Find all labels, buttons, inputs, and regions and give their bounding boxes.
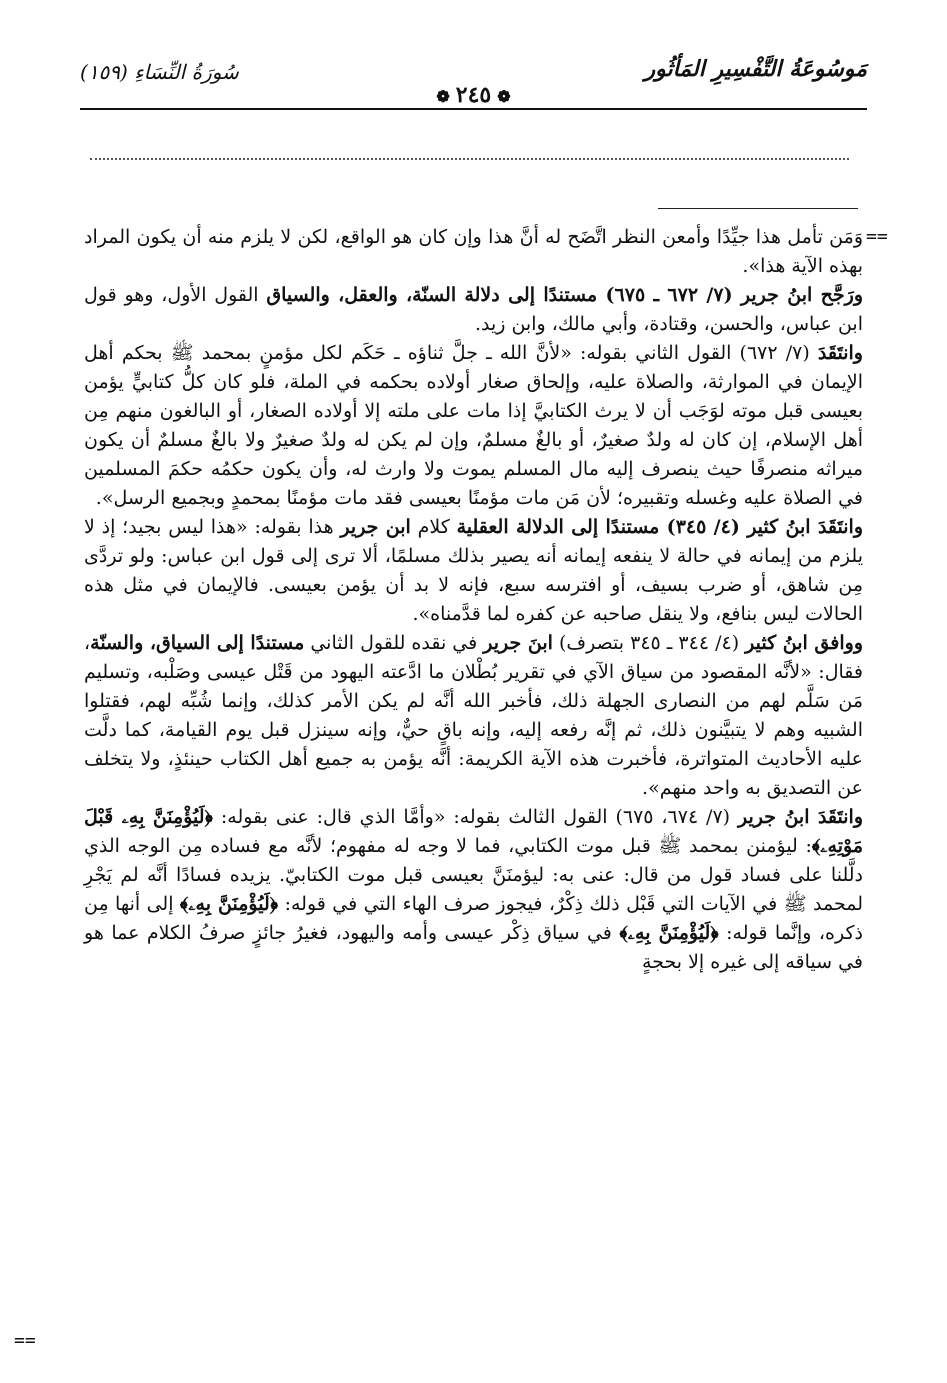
bold-phrase: وانتَقَدَ ابنُ كثير (٤/ ٣٤٥) مستندًا إلى الدلالة العقلية — [456, 516, 864, 538]
text-run: هذا بقوله: «هذا ليس بجيد؛ إذ لا يلزم من إيمانه في حالة لا ينفعه إيمانه أنه يصير بذلك مسلمًا، ألا ترى إلى قول ابن عباس: ولو تردَّى مِن شاهق، أو ضرب بسيف، أو افترسه سبع، فإنه لا بد أن يؤمن بعيسى. فالإيمان في مثل هذه الحالات ليس بنافع، ولا ينقل صاحبه عن كفره لما قدَّمناه». — [84, 516, 863, 625]
page-number-group — [430, 82, 516, 108]
ornament-icon: ❁ — [497, 87, 511, 106]
paragraph — [84, 223, 863, 281]
series-title: مَوسُوعَةُ التَّفْسِيرِ المَأثُور — [644, 56, 867, 82]
text-run: في سياق ذِكْر عيسى وأمه واليهود، فغيرُ جائزٍ صرفُ الكلام عما هو في سياقه إلى غيره إلا بحجةٍ — [84, 922, 863, 973]
footnote-body — [84, 223, 863, 977]
bold-phrase: وانتَقَدَ — [817, 342, 863, 364]
bold-phrase: وانتَقَدَ ابنُ جرير — [737, 806, 864, 828]
paragraph — [84, 629, 863, 803]
page-number: ٢٤٥ — [455, 82, 492, 108]
ornament-icon: ❁ — [436, 87, 450, 106]
bold-phrase: ابنَ جرير — [483, 632, 553, 654]
running-header — [80, 56, 867, 110]
continuation-mark-start: == — [866, 226, 888, 247]
text-run: كلام — [410, 516, 457, 538]
text-run: (٧/ ٦٧٤، ٦٧٥) القول الثالث بقوله: «وأمَّا الذي قال: عنى بقوله: — [212, 806, 738, 828]
bold-phrase: مستندًا إلى السياق، والسنّة — [90, 632, 305, 654]
surah-reference: سُورَةُ النِّسَاءِ (١٥٩) — [80, 60, 239, 84]
dotted-separator — [90, 158, 849, 160]
bold-phrase: ورَجَّح ابنُ جرير (٧/ ٦٧٢ ـ ٦٧٥) مستندًا إلى دلالة السنّة، والعقل، والسياق — [266, 284, 863, 306]
text-run: وَمَن تأمل هذا جيِّدًا وأمعن النظر اتَّضَح له أنَّ هذا وإن كان هو الواقع، لكن لا يلزم منه أن يكون المراد بهذه الآية هذا». — [84, 226, 863, 277]
bold-phrase: ووافق ابنُ كثير — [745, 632, 863, 654]
bold-phrase: ﴿لَيُؤْمِنَنَّ بِهِۦ﴾ — [619, 922, 719, 944]
footnote-separator — [658, 208, 858, 209]
text-run: (٤/ ٣٤٤ ـ ٣٤٥ بتصرف) — [552, 632, 746, 654]
paragraph — [84, 339, 863, 513]
continuation-mark-end: == — [14, 1330, 36, 1351]
bold-phrase: ﴿لَيُؤْمِنَنَّ بِهِۦ قَبْلَ مَوْتِهِۦ﴾ — [84, 806, 863, 857]
paragraph — [84, 803, 863, 977]
text-run: ، فقال: «لأنَّه المقصود من سياق الآي في تقرير بُطْلان ما ادَّعته اليهود من قَتْل عيسى وصَلْبه، وتسليم مَن سَلَّم لهم من النصارى الجهلة ذلك، فأخبر الله أنَّه لم يكن الأمر كذلك، وإنما شُبِّه لهم، فقتلوا الشبيه وهم لا يتبيَّنون ذلك، ثم إنَّه رفعه إليه، وإنه باقٍ حيٌّ، وإنه سينزل قبل يوم القيامة، كما دلَّت عليه الأحاديث المتواترة، فأخبرت هذه الآية الكريمة: أنَّه يؤمن به جميع أهل الكتاب حينئذٍ، ولا يتخلف عن التصديق به واحد منهم». — [84, 632, 863, 799]
paragraph — [84, 281, 863, 339]
bold-phrase: ابن جرير — [340, 516, 411, 538]
bold-phrase: ﴿لَيُؤْمِنَنَّ بِهِۦ﴾ — [179, 893, 279, 915]
text-run: القول الأول، وهو قول ابن عباس، والحسن، وقتادة، وأبي مالك، وابن زيد. — [84, 284, 863, 335]
text-run: إلى أنها مِن ذكره، وإنَّما قوله: — [84, 893, 863, 944]
text-run: (٧/ ٦٧٢) القول الثاني بقوله: «لأنَّ الله ـ جلَّ ثناؤه ـ حَكَم لكل مؤمنٍ بمحمد ﷺ بحكم أهل الإيمان في الموارثة، والصلاة عليه، وإلحاق صغار أولاده بحكمه في الملة، فلو كان كلُّ كتابيٍّ يؤمن بعيسى قبل موته لوَجَب أن لا يرث الكتابيَّ إذا مات على ملته إلا أولاده الصغار، أو البالغون منهم مِن أهل الإسلام، إن كان له ولدٌ صغيرٌ، أو بالغٌ مسلمٌ، وإن لم يكن له ولدٌ صغيرٌ ولا بالغٌ مسلمٌ أن يكون ميراثه منصرفًا حيث ينصرف إليه مال المسلم يموت ولا وارث له، وأن يكون حكمُه حكمَ المسلمين في الصلاة عليه وغسله وتقبيره؛ لأن مَن مات مؤمنًا بعيسى فقد مات مؤمنًا بمحمدٍ وبجميع الرسل». — [84, 342, 863, 509]
header-rule — [80, 108, 867, 110]
paragraph — [84, 513, 863, 629]
text-run: في نقده للقول الثاني — [304, 632, 484, 654]
text-run: : ليؤمنن بمحمد ﷺ قبل موت الكتابي، فما لا وجه له مفهوم؛ لأنَّه مع فساده مِن الوجه الذي دلَّلنا على فساد قول من قال: عنى به: ليؤمنَنَّ بعيسى قبل موت الكتابيّ. يزيده فسادًا أنَّه لم يَجْرِ لمحمد ﷺ في الآيات التي قَبْل ذلك ذِكْرٌ، فيجوز صرف الهاء التي في قوله: — [84, 835, 863, 915]
